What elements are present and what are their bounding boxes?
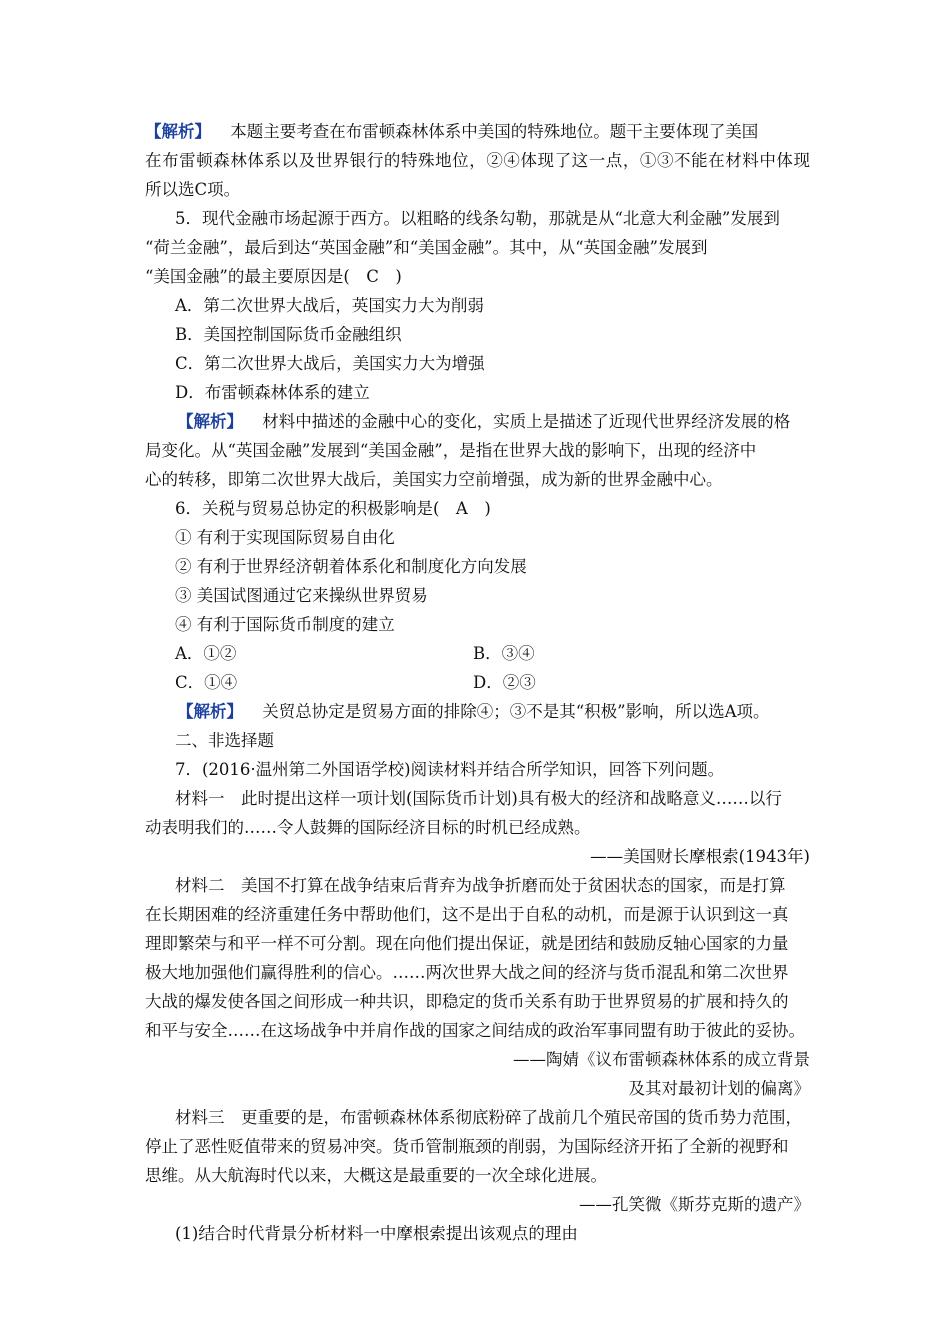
q6-options-row-1 xyxy=(175,644,840,664)
q5-option-c: C．第二次世界大战后，美国实力大为增强 xyxy=(175,354,485,373)
q7-sub-question-1: (1)结合时代背景分析材料一中摩根索提出该观点的理由 xyxy=(175,1224,578,1243)
q6-item-4: ④ 有利于国际货币制度的建立 xyxy=(175,615,395,634)
q6-stem: 6．关税与贸易总协定的积极影响是( A ) xyxy=(175,499,491,518)
q7-material-2-source-1: ——陶婧《议布雷顿森林体系的成立背景 xyxy=(513,1050,810,1069)
q7-material-3-source: ——孔笑微《斯芬克斯的遗产》 xyxy=(579,1195,810,1214)
q6-analysis: 【解析】 关贸总协定是贸易方面的排除④；③不是其“积极”影响，所以选A项。 xyxy=(177,702,770,721)
q7-stem: 7．(2016·温州第二外国语学校)阅读材料并结合所学知识，回答下列问题。 xyxy=(175,760,725,779)
q7-material-2-line-1: 材料二 美国不打算在战争结束后背弃为战争折磨而处于贫困状态的国家，而是打算 xyxy=(175,876,786,895)
q6-option-b: B．③④ xyxy=(473,644,535,663)
q7-material-2-line-3: 理即繁荣与和平一样不可分割。现在向他们提出保证，就是团结和鼓励反轴心国家的力量 xyxy=(145,934,789,953)
q5-analysis-line-3: 心的转移，即第二次世界大战后，美国实力空前增强，成为新的世界金融中心。 xyxy=(145,470,723,489)
q6-item-1: ① 有利于实现国际贸易自由化 xyxy=(175,528,395,547)
q5-option-a: A．第二次世界大战后，英国实力大为削弱 xyxy=(175,296,484,315)
analysis-tag: 【解析】 xyxy=(177,412,243,431)
analysis-tag: 【解析】 xyxy=(177,702,243,721)
q7-material-2-line-2: 在长期困难的经济重建任务中帮助他们，这不是出于自私的动机，而是源于认识到这一真 xyxy=(145,905,789,924)
q5-stem-line-1: 5．现代金融市场起源于西方。以粗略的线条勾勒，那就是从“北意大利金融”发展到 xyxy=(175,209,780,228)
q6-option-a: A．①② xyxy=(175,644,237,663)
q7-material-2-line-4: 极大地加强他们赢得胜利的信心。……两次世界大战之间的经济与货币混乱和第二次世界 xyxy=(145,963,789,982)
q5-analysis-line-1: 【解析】 材料中描述的金融中心的变化，实质上是描述了近现代世界经济发展的格 xyxy=(177,412,791,431)
q7-material-2-line-6: 和平与安全……在这场战争中并肩作战的国家之间结成的政治军事同盟有助于彼此的妥协。 xyxy=(145,1021,805,1040)
q6-option-c: C．①④ xyxy=(175,673,238,692)
q5-stem-line-2: “荷兰金融”，最后到达“英国金融”和“美国金融”。其中，从“英国金融”发展到 xyxy=(145,238,708,257)
q7-material-3-line-3: 思维。从大航海时代以来，大概这是最重要的一次全球化进展。 xyxy=(145,1166,607,1185)
q6-option-d: D．②③ xyxy=(473,673,536,692)
q6-options-row-2 xyxy=(175,673,840,693)
q7-material-1-source: ——美国财长摩根索(1943年) xyxy=(590,847,810,866)
q6-item-3: ③ 美国试图通过它来操纵世界贸易 xyxy=(175,586,428,605)
q5-stem-line-3: “美国金融”的最主要原因是( C ) xyxy=(145,267,402,286)
q5-option-b: B．美国控制国际货币金融组织 xyxy=(175,325,402,344)
analysis-tag: 【解析】 xyxy=(145,122,211,141)
q5-analysis-line-2: 局变化。从“英国金融”发展到“美国金融”，是指在世界大战的影响下，出现的经济中 xyxy=(145,441,757,460)
section-heading: 二、非选择题 xyxy=(175,731,274,750)
q7-material-2-line-5: 大战的爆发使各国之间形成一种共识，即稳定的货币关系有助于世界贸易的扩展和持久的 xyxy=(145,992,789,1011)
q7-material-2-source-2: 及其对最初计划的偏离》 xyxy=(628,1079,810,1098)
q7-material-1-line-2: 动表明我们的……令人鼓舞的国际经济目标的时机已经成熟。 xyxy=(145,818,591,837)
q7-material-3-line-2: 停止了恶性贬值带来的贸易冲突。货币管制瓶颈的削弱，为国际经济开拓了全新的视野和 xyxy=(145,1137,789,1156)
q6-item-2: ② 有利于世界经济朝着体系化和制度化方向发展 xyxy=(175,557,527,576)
q4-analysis-line-3: 所以选C项。 xyxy=(145,180,241,199)
q4-analysis-line-2: 在布雷顿森林体系以及世界银行的特殊地位，②④体现了这一点，①③不能在材料中体现 xyxy=(145,151,810,170)
q7-material-1-line-1: 材料一 此时提出这样一项计划(国际货币计划)具有极大的经济和战略意义……以行 xyxy=(175,789,782,808)
q7-material-3-line-1: 材料三 更重要的是，布雷顿森林体系彻底粉碎了战前几个殖民帝国的货币势力范围， xyxy=(175,1108,802,1127)
q5-option-d: D．布雷顿森林体系的建立 xyxy=(175,383,370,402)
q4-analysis-line-1: 【解析】 本题主要考查在布雷顿森林体系中美国的特殊地位。题干主要体现了美国 xyxy=(145,122,759,141)
